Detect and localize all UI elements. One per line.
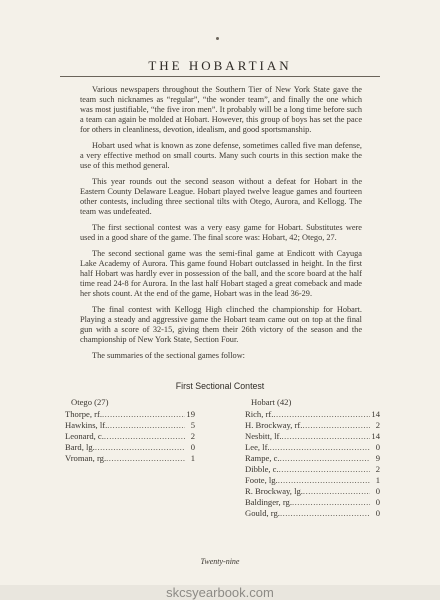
team-otego-box-score bbox=[65, 397, 195, 464]
player-row bbox=[245, 420, 380, 431]
dot-leader bbox=[280, 453, 370, 464]
player-row bbox=[245, 409, 380, 420]
player-name: Gould, rg. bbox=[245, 508, 280, 518]
paragraph: Hobart used what is known as zone defense, sometimes called five man defense, a very effective method on small courts. Many such courts in this section make the use of this method general. bbox=[80, 141, 362, 170]
player-points: 0 bbox=[375, 497, 380, 507]
player-points: 14 bbox=[371, 409, 380, 419]
watermark-text: skcsyearbook.com bbox=[0, 585, 440, 600]
player-row bbox=[65, 409, 195, 420]
section-title: First Sectional Contest bbox=[175, 381, 265, 391]
player-row bbox=[65, 420, 195, 431]
player-points: 5 bbox=[190, 420, 195, 430]
paragraph: The second sectional game was the semi-final game at Endicott with Cayuga Lake Academy of Aurora. This game found Hobart outclassed in height. In the first half Hobart was hardly ever in possession of the ball, and the score board at the half time read 24-8 for Aurora. In the last half Hobart staged a great comeback and made her shots count. At the end of the game, Hobart was in the lead 36-29. bbox=[80, 249, 362, 298]
dot-leader bbox=[107, 420, 185, 431]
paragraph: The summaries of the sectional games follow: bbox=[92, 351, 245, 360]
team-hobart-box-score bbox=[245, 397, 380, 519]
player-points: 2 bbox=[190, 431, 195, 441]
dot-leader bbox=[102, 409, 185, 420]
header-rule bbox=[60, 76, 380, 77]
player-points: 0 bbox=[375, 508, 380, 518]
player-name: Rich, rf. bbox=[245, 409, 274, 419]
player-row bbox=[245, 475, 380, 486]
player-row bbox=[65, 453, 195, 464]
article-body bbox=[80, 85, 362, 367]
player-points: 0 bbox=[375, 442, 380, 452]
dot-leader bbox=[282, 431, 370, 442]
dot-leader bbox=[302, 420, 370, 431]
player-name: Vroman, rg. bbox=[65, 453, 107, 463]
dot-leader bbox=[104, 431, 185, 442]
player-name: Lee, lf. bbox=[245, 442, 270, 452]
paragraph: This year rounds out the second season without a defeat for Hobart in the Eastern County Delaware League. Hobart played twelve league games and fourteen other contests, including three sectional tilts with Otego, Aurora, and Kellogg. The team was undefeated. bbox=[80, 177, 362, 216]
player-name: H. Brockway, rf. bbox=[245, 420, 303, 430]
player-name: Foote, lg. bbox=[245, 475, 278, 485]
paragraph: Various newspapers throughout the Southern Tier of New York State gave the team such nicknames as “regular”, “the wonder team”, and finally the one which was most justifiable, “the five iron men”. It probably will be a long time before such a team can again be molded at Hobart. However, this group of boys has set the pace for others in cleanliness, devotion, idealism, and good sportsmanship. bbox=[80, 85, 362, 134]
dot-leader bbox=[279, 464, 370, 475]
player-row bbox=[245, 486, 380, 497]
player-points: 14 bbox=[371, 431, 380, 441]
dot-leader bbox=[106, 453, 185, 464]
paragraph: The final contest with Kellogg High clinched the championship for Hobart. Playing a steady and aggressive game the Hobart team came out on top at the final gun with a score of 32-15, giving them their 26th victory of the season and the championship of New York State, Section Four. bbox=[80, 305, 362, 344]
player-row bbox=[245, 442, 380, 453]
player-row bbox=[65, 431, 195, 442]
player-points: 19 bbox=[186, 409, 195, 419]
player-name: Hawkins, lf. bbox=[65, 420, 108, 430]
page-number: Twenty-nine bbox=[200, 557, 240, 566]
player-name: Thorpe, rf. bbox=[65, 409, 102, 419]
dot-leader bbox=[280, 508, 370, 519]
dot-leader bbox=[95, 442, 185, 453]
dot-leader bbox=[303, 486, 370, 497]
player-points: 2 bbox=[375, 420, 380, 430]
player-row bbox=[65, 442, 195, 453]
player-row bbox=[245, 497, 380, 508]
dot-leader bbox=[292, 497, 370, 508]
dot-leader bbox=[273, 409, 370, 420]
page-header-title: THE HOBARTIAN bbox=[148, 58, 292, 73]
player-name: Rampe, c. bbox=[245, 453, 280, 463]
player-points: 2 bbox=[375, 464, 380, 474]
team-name: Hobart (42) bbox=[251, 397, 292, 407]
player-name: Leonard, c. bbox=[65, 431, 104, 441]
player-name: R. Brockway, lg. bbox=[245, 486, 303, 496]
player-row bbox=[245, 508, 380, 519]
dot-leader bbox=[278, 475, 370, 486]
player-row bbox=[245, 431, 380, 442]
dot-leader bbox=[270, 442, 370, 453]
paragraph: The first sectional contest was a very easy game for Hobart. Substitutes were used in a good share of the game. The final score was: Hobart, 42; Otego, 27. bbox=[80, 223, 362, 242]
player-name: Baldinger, rg. bbox=[245, 497, 292, 507]
player-name: Nesbitt, lf. bbox=[245, 431, 282, 441]
player-row bbox=[245, 453, 380, 464]
player-name: Dibble, c. bbox=[245, 464, 279, 474]
player-points: 0 bbox=[375, 486, 380, 496]
player-points: 9 bbox=[375, 453, 380, 463]
player-name: Bard, lg. bbox=[65, 442, 95, 452]
player-points: 1 bbox=[375, 475, 380, 485]
page-mark bbox=[216, 37, 219, 40]
player-points: 1 bbox=[190, 453, 195, 463]
player-row bbox=[245, 464, 380, 475]
team-name: Otego (27) bbox=[71, 397, 109, 407]
player-points: 0 bbox=[190, 442, 195, 452]
